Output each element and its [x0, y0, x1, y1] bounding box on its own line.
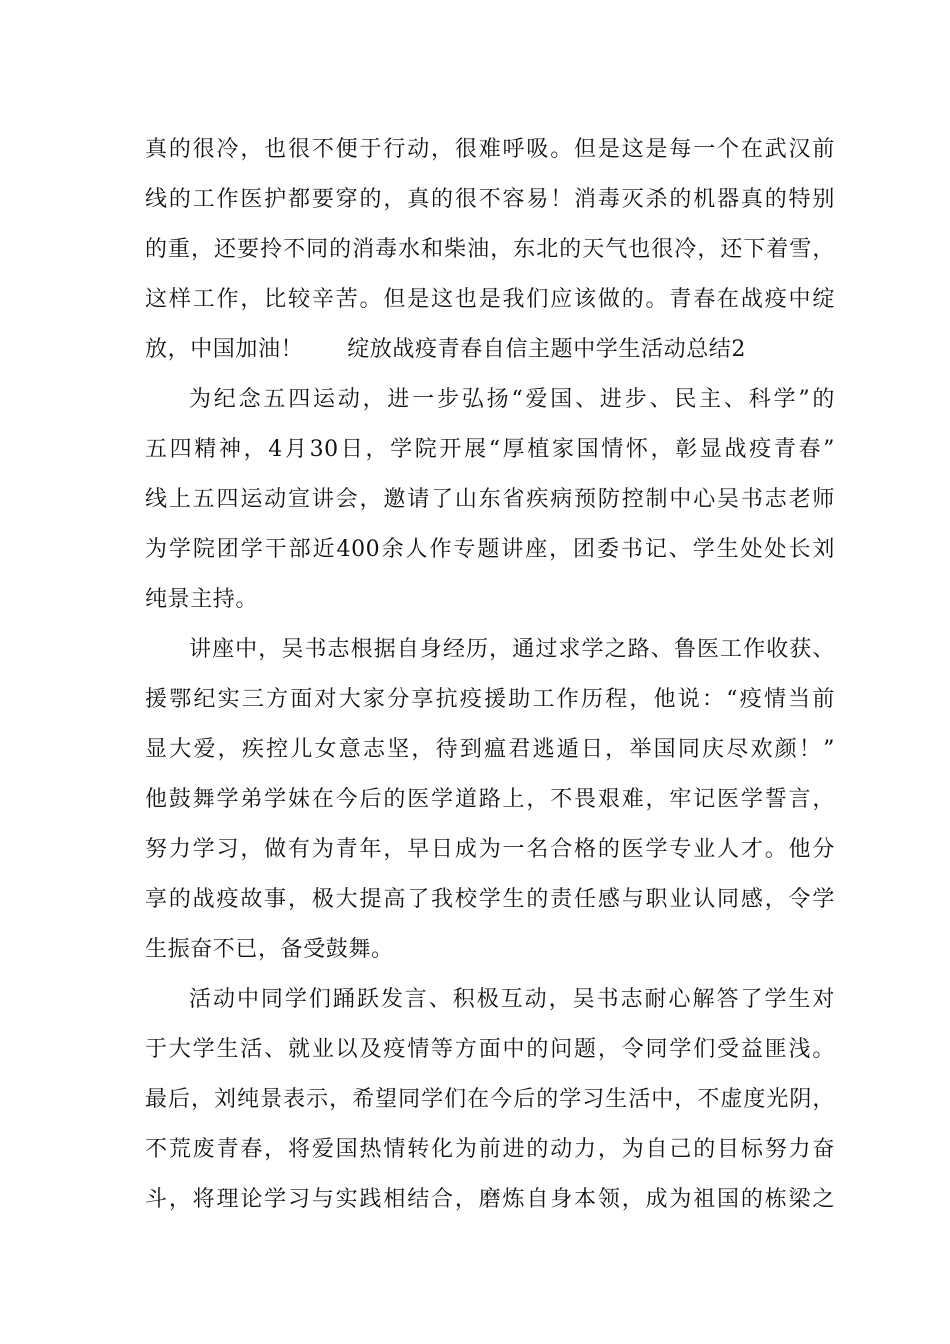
- text-line: 的重，还要拎不同的消毒水和柴油，东北的天气也很冷，还下着雪，: [145, 237, 835, 262]
- text-line: 真的很冷，也很不便于行动，很难呼吸。但是这是每一个在武汉前: [145, 137, 835, 162]
- text-line: 活动中同学们踊跃发言、积极互动，吴书志耐心解答了学生对: [189, 987, 835, 1012]
- text-line: 这样工作，比较辛苦。但是这也是我们应该做的。青春在战疫中绽: [145, 287, 835, 312]
- text-line: 生振奋不已，备受鼓舞。: [145, 937, 394, 962]
- text-line: 他鼓舞学弟学妹在今后的医学道路上，不畏艰难，牢记医学誓言，: [145, 787, 835, 812]
- text-line: 讲座中，吴书志根据自身经历，通过求学之路、鲁医工作收获、: [189, 637, 835, 662]
- text-line: 线的工作医护都要穿的，真的很不容易！消毒灭杀的机器真的特别: [145, 187, 835, 212]
- paragraph-end-text: 放，中国加油！: [145, 337, 304, 362]
- text-line: 为学院团学干部近400余人作专题讲座，团委书记、学生处处长刘: [145, 537, 835, 562]
- text-line: 努力学习，做有为青年，早日成为一名合格的医学专业人才。他分: [145, 837, 835, 862]
- text-line: 斗，将理论学习与实践相结合，磨炼自身本领，成为祖国的栋梁之: [145, 1187, 835, 1212]
- section-title: 绽放战疫青春自信主题中学生活动总结2: [347, 337, 747, 362]
- text-line: 援鄂纪实三方面对大家分享抗疫援助工作历程，他说：“疫情当前: [145, 687, 835, 712]
- text-line: 显大爱，疾控儿女意志坚，待到瘟君逃遁日，举国同庆尽欢颜！”: [145, 737, 835, 762]
- text-line: 为纪念五四运动，进一步弘扬“爱国、进步、民主、科学”的: [189, 387, 835, 412]
- text-line: 于大学生活、就业以及疫情等方面中的问题，令同学们受益匪浅。: [145, 1037, 835, 1062]
- text-line: 不荒废青春，将爱国热情转化为前进的动力，为自己的目标努力奋: [145, 1137, 835, 1162]
- text-line: 最后，刘纯景表示，希望同学们在今后的学习生活中，不虚度光阴，: [145, 1087, 835, 1112]
- text-line: 享的战疫故事，极大提高了我校学生的责任感与职业认同感，令学: [145, 887, 835, 912]
- text-line-with-heading: [145, 332, 835, 368]
- text-line: 五四精神，4月30日，学院开展“厚植家国情怀，彰显战疫青春”: [145, 437, 835, 462]
- text-line: 纯景主持。: [145, 587, 259, 612]
- text-line: 线上五四运动宣讲会，邀请了山东省疾病预防控制中心吴书志老师: [145, 487, 835, 512]
